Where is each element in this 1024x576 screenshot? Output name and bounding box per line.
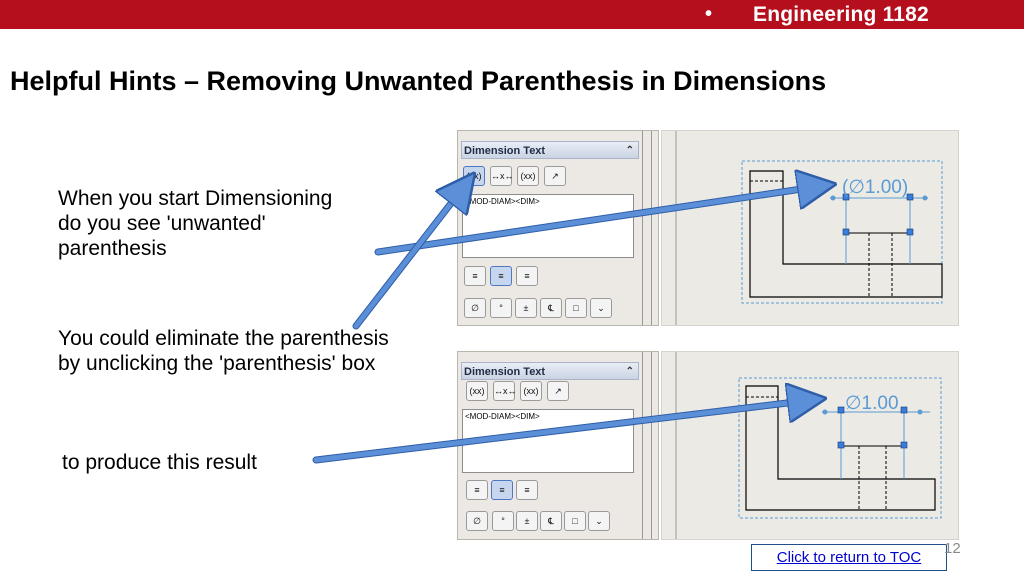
hint-text-2: You could eliminate the parenthesis by unclicking the 'parenthesis' box [58,327,389,375]
align-right-button[interactable]: ≡ [516,266,538,286]
inspection-dimension-button[interactable]: (xx) [520,381,542,401]
header-bullet: • [705,3,713,25]
inspection-dimension-button[interactable]: (xx) [517,166,539,186]
center-dimension-button[interactable]: ↔x↔ [493,381,515,401]
diameter-symbol-button[interactable]: ∅ [466,511,488,531]
align-center-button[interactable]: ≡ [490,266,512,286]
arrow-to-result-dimension [316,400,812,460]
toc-link-text[interactable]: Click to return to TOC [776,549,922,566]
dimension-text-field[interactable]: <MOD-DIAM><DIM> [462,409,634,473]
align-left-button[interactable]: ≡ [464,266,486,286]
dimension-label[interactable]: (∅1.00) [842,177,909,198]
dimension-label[interactable]: ∅1.00 [845,393,899,414]
parenthesis-toggle-button[interactable]: (xx) [463,166,485,186]
square-symbol-button[interactable]: □ [565,298,587,318]
parenthesis-toggle-button[interactable]: (xx) [466,381,488,401]
panel-header-label: Dimension Text [464,366,546,378]
centerline-symbol-button[interactable]: ℄ [540,511,562,531]
degree-symbol-button[interactable]: ° [492,511,514,531]
arrow-to-parenthesis-dimension [378,186,822,252]
degree-symbol-button[interactable]: ° [490,298,512,318]
centerline-symbol-button[interactable]: ℄ [540,298,562,318]
plus-minus-symbol-button[interactable]: ± [516,511,538,531]
offset-text-button[interactable]: ↗ [544,166,566,186]
course-title: Engineering 1182 [753,3,929,26]
align-center-button[interactable]: ≡ [491,480,513,500]
align-right-button[interactable]: ≡ [516,480,538,500]
return-to-toc-link[interactable] [751,544,947,571]
collapse-chevron-icon[interactable]: ⌃ [625,145,634,156]
arrow-to-parenthesis-button [356,184,466,326]
more-symbols-button[interactable]: ⌄ [588,511,610,531]
page-number: 12 [944,540,961,557]
align-left-button[interactable]: ≡ [466,480,488,500]
offset-text-button[interactable]: ↗ [547,381,569,401]
slide-title: Helpful Hints – Removing Unwanted Parenthesis in Dimensions [10,66,827,96]
diameter-symbol-button[interactable]: ∅ [464,298,486,318]
hint-text-1: When you start Dimensioning do you see 'unwanted' parenthesis [58,187,333,260]
collapse-chevron-icon[interactable]: ⌃ [625,366,634,377]
square-symbol-button[interactable]: □ [564,511,586,531]
dimension-text-field[interactable]: <MOD-DIAM><DIM> [462,194,634,258]
plus-minus-symbol-button[interactable]: ± [515,298,537,318]
more-symbols-button[interactable]: ⌄ [590,298,612,318]
hint-text-3: to produce this result [62,451,257,474]
center-dimension-button[interactable]: ↔x↔ [490,166,512,186]
panel-header-label: Dimension Text [464,145,546,157]
